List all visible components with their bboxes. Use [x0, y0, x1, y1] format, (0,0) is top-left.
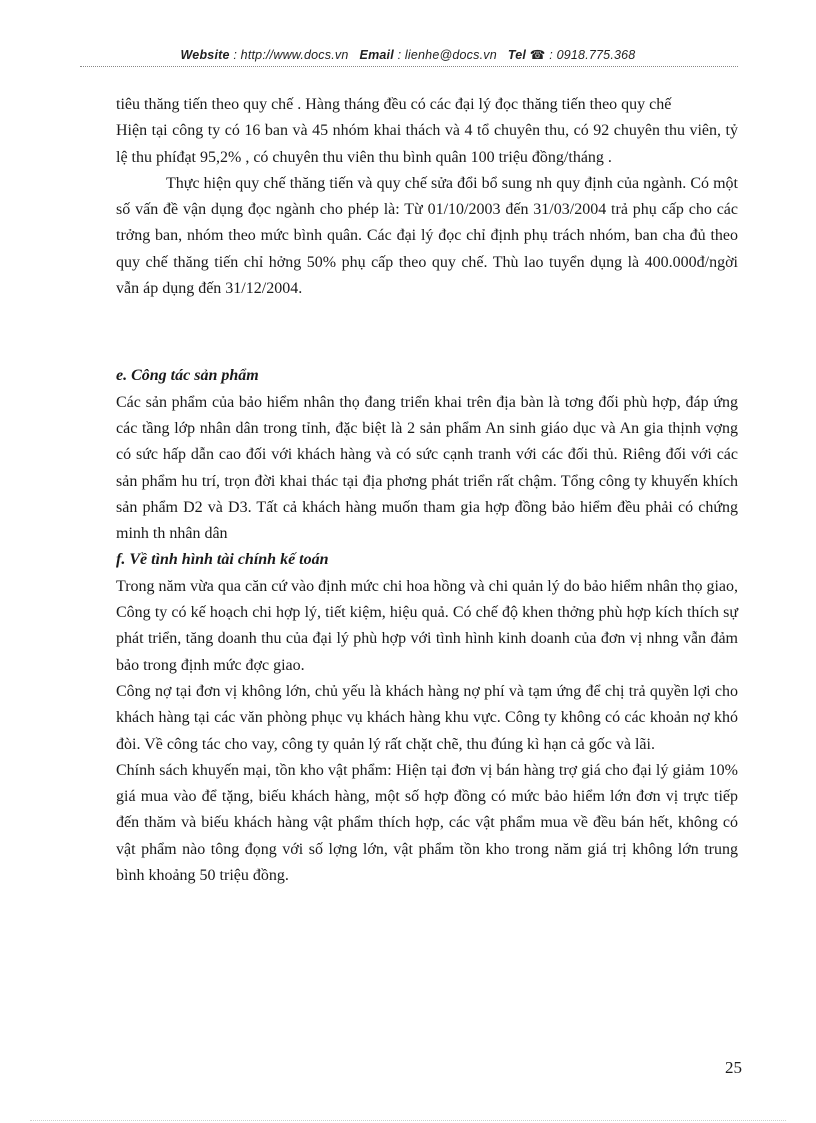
page-number: 25	[725, 1058, 742, 1077]
phone-icon: ☎	[529, 48, 546, 62]
page-header	[0, 47, 816, 62]
paragraph-inventory: Chính sách khuyến mại, tồn kho vật phẩm: Hiện tại đơn vị bán hàng trợ giá cho đại lý giảm 10% giá mua vào để tặng, biếu khách hàng, một số hợp đồng có mức bảo hiểm lớn đơn vị trực tiếp đến thăm và biếu khách hàng vật phẩm thích hợp, các vật phẩm mua về đều bán hết, không có vật phẩm nào tông đọng với số lợng lớn, vật phẩm tồn kho trong năm giá trị không lớn trung bình khoảng 50 triệu đồng.	[116, 761, 738, 885]
paragraph-promotion: tiêu thăng tiến theo quy chế . Hàng tháng đều có các đại lý đọc thăng tiến theo quy chế	[116, 96, 672, 113]
paragraph-products: Các sản phẩm của bảo hiểm nhân thọ đang triển khai trên địa bàn là tơng đối phù hợp, đáp ứng các tầng lớp nhân dân trong tỉnh, đặc biệt là 2 sản phẩm An sinh giáo dục và An gia thịnh vợng có sức hấp dẫn cao đối với khách hàng và có sức cạnh tranh với các đối thủ. Riêng đối với các sản phẩm hu trí, trọn đời khai thác tại địa phơng phát triển rất chậm. Tổng công ty khuyến khích sản phẩm D2 và D3. Tất cả khách hàng muốn tham gia hợp đồng bảo hiểm đều phải có chứng minh th nhân dân	[116, 393, 738, 543]
email-label: Email	[359, 48, 394, 62]
section-heading-products: e. Công tác sản phẩm	[116, 367, 259, 385]
website-link[interactable]: : http://www.docs.vn	[233, 48, 349, 62]
paragraph-debt: Công nợ tại đơn vị không lớn, chủ yếu là khách hàng nợ phí và tạm ứng để chị trả quyền lợi cho khách hàng tại các văn phòng phục vụ khách hàng khu vực. Công ty không có các khoản nợ khó đòi. Về công tác cho vay, công ty quản lý rất chặt chẽ, thu đúng kì hạn cả gốc và lãi.	[116, 682, 738, 753]
document-body	[116, 92, 738, 889]
paragraph-finance: Trong năm vừa qua căn cứ vào định mức chi hoa hồng và chi quản lý do bảo hiểm nhân thọ giao, Công ty có kế hoạch chi hợp lý, tiết kiệm, hiệu quả. Có chế độ khen thởng phù hợp kích thích sự phát triển, tăng doanh thu của đại lý phù hợp với tình hình kinh doanh của đơn vị nhng vẫn đảm bảo trong định mức đợc giao.	[116, 577, 738, 674]
section-heading-finance: f. Về tình hình tài chính kế toán	[116, 551, 329, 569]
email-link[interactable]: : lienhe@docs.vn	[397, 48, 497, 62]
section-spacer	[116, 302, 738, 363]
tel-value: : 0918.775.368	[549, 48, 636, 62]
paragraph-regulation: Thực hiện quy chế thăng tiến và quy chế sửa đổi bổ sung nh quy định của ngành. Có một số vấn đề vận dụng đọc ngành cho phép là: Từ 01/10/2003 đến 31/03/2004 trả phụ cấp cho các trởng ban, nhóm theo mức bình quân. Các đại lý đọc chỉ định phụ trách nhóm, ban cha đủ theo quy chế thăng tiến chỉ hởng 50% phụ cấp theo quy chế. Thù lao tuyển dụng là 400.000đ/ngời vẫn áp dụng đến 31/12/2004.	[116, 174, 738, 298]
tel-label: Tel	[507, 48, 527, 62]
website-label: Website	[180, 48, 230, 62]
header-divider	[80, 66, 738, 67]
paragraph-collection: Hiện tại công ty có 16 ban và 45 nhóm khai thách và 4 tổ chuyên thu, có 92 chuyên thu viên, tỷ lệ thu phíđạt 95,2% , có chuyên thu viên thu bình quân 100 triệu đồng/tháng .	[116, 122, 738, 166]
footer-divider	[30, 1120, 786, 1121]
